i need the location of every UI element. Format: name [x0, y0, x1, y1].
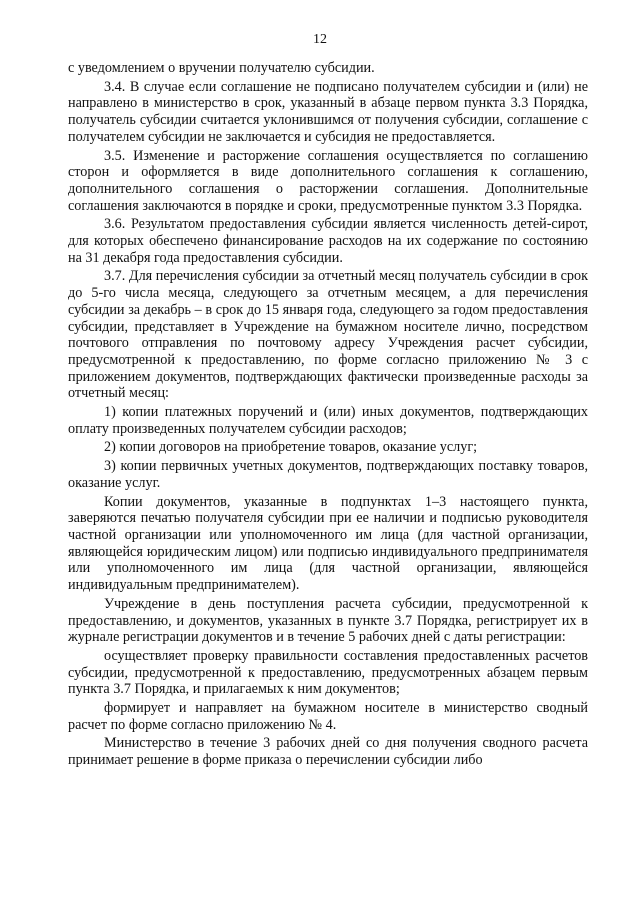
- paragraph-3-7: 3.7. Для перечисления субсидии за отчетный месяц получатель субсидии в срок до 5-го числа месяца, следующего за отчетным месяцем, а для перечисления субсидии за декабрь – в срок до 15 января года, следующего за годом предоставления субсидии, представляет в Учреждение на бумажном носителе лично, посредством почтового отправления по почтовому адресу Учреждения расчет субсидии, предусмотренной к предоставлению, по форме согласно приложению № 3 с приложением документов, подтверждающих фактически произведенные расходы за отчетный месяц:: [68, 268, 588, 402]
- paragraph-summary-calculation: формирует и направляет на бумажном носителе в министерство сводный расчет по форме согласно приложению № 4.: [68, 700, 588, 733]
- paragraph-ministry-decision: Министерство в течение 3 рабочих дней со дня получения сводного расчета принимает решение в форме приказа о перечислении субсидии либо: [68, 735, 588, 769]
- paragraph-3-6: 3.6. Результатом предоставления субсидии является численность детей-сирот, для которых обеспечено финансирование расходов на их содержание по состоянию на 31 декабря года предоставления субсидии.: [68, 216, 588, 266]
- document-body: [68, 60, 588, 771]
- paragraph-3-5: 3.5. Изменение и расторжение соглашения осуществляется по соглашению сторон и оформляется в виде дополнительного соглашения к соглашению, дополнительного соглашения о расторжении соглашения. Дополнительные соглашения заключаются в порядке и сроки, предусмотренные пунктом 3.3 Порядка.: [68, 147, 588, 214]
- paragraph-3-4: 3.4. В случае если соглашение не подписано получателем субсидии и (или) не направлено в министерство в срок, указанный в абзаце первом пункта 3.3 Порядка, получатель субсидии считается уклонившимся от получения субсидии, соглашение с получателем субсидии не заключается и субсидия не предоставляется.: [68, 78, 588, 145]
- paragraph-verification: осуществляет проверку правильности составления предоставленных расчетов субсидии, предусмотренной к предоставлению, предусмотренных абзацем первым пункта 3.7 Порядка, и прилагаемых к ним документов;: [68, 647, 588, 698]
- list-item-2: 2) копии договоров на приобретение товаров, оказание услуг;: [104, 439, 478, 456]
- page-number: 12: [313, 32, 327, 47]
- list-item-3: 3) копии первичных учетных документов, подтверждающих поставку товаров, оказание услуг.: [68, 458, 588, 491]
- paragraph-continuation: с уведомлением о вручении получателю субсидии.: [68, 60, 375, 76]
- paragraph-copies-certification: Копии документов, указанные в подпунктах 1–3 настоящего пункта, заверяются печатью получателя субсидии при ее наличии и подписью руководителя частной организации или уполномоченного им лица (для частной организации, являющейся юридическим лицом) или подписью индивидуального предпринимателя или уполномоченного им лица (для частной организации, являющейся индивидуальным предпринимателем).: [68, 493, 588, 594]
- paragraph-institution-registration: Учреждение в день поступления расчета субсидии, предусмотренной к предоставлению, и документов, указанных в пункте 3.7 Порядка, регистрирует их в журнале регистрации документов и в течение 5 рабочих дней с даты регистрации:: [68, 595, 588, 646]
- list-item-1: 1) копии платежных поручений и (или) иных документов, подтверждающих оплату произведенных получателем субсидии расходов;: [68, 404, 588, 437]
